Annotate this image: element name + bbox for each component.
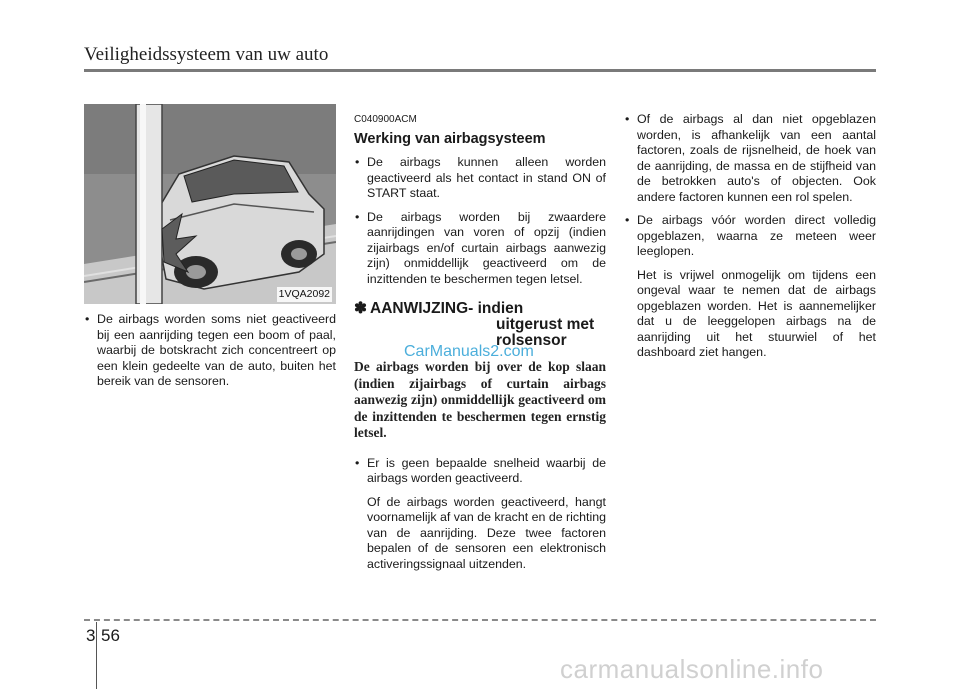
middle-paragraph-3: Of de airbags worden geactiveerd, hangt voornamelijk af van de kracht en de richting van de aanrijding. Deze twee factoren bepalen of de sensoren een elektronisch activeringssignaal uitzenden. [367,494,606,571]
page-section-number: 3 [86,626,96,645]
right-paragraph-2: Het is vrijwel onmogelijk om tijdens een ongeval waar te nemen dat de airbags opgeblazen worden. Het is aannemelijker dat u de leeggelopen airbags na de aanrijding uit het stuurwiel of het dashboard ziet hangen. [637,267,876,359]
site-watermark[interactable]: carmanualsonline.info [560,654,824,684]
header-rule [84,69,876,72]
middle-bullet-1: • De airbags kunnen alleen worden geactiveerd als het contact in stand ON of START staat. [354,155,606,202]
right-bullet-1: • Of de airbags al dan niet opgeblazen worden, is afhankelijk van een aantal factoren, zoals de rijsnelheid, de hoek van de aanrijding, de massa en de stijfheid van de betrokken auto's of objecten. Ook andere factoren kunnen een rol spelen. [624,112,876,205]
column-right [624,112,876,369]
note-heading-prefix: AANWIJZING- indien [370,300,524,317]
column-left [84,104,336,398]
page-header-title: Veiligheidssysteem van uw auto [84,44,329,65]
page-number: 56 [101,626,120,645]
note-body: De airbags worden bij over de kop slaan (indien zijairbags of curtain airbags aanwezig zijn) onmiddellijk geactiveerd om de inzittenden te beschermen tegen ernstig letsel. [354,359,606,440]
middle-bullet-3: • Er is geen bepaalde snelheid waarbij de airbags worden geactiveerd. [354,456,606,487]
note-heading [354,301,606,349]
middle-bullet-2: • De airbags worden bij zwaardere aanrijdingen van voren of opzij (indien zijairbags en/of curtain airbags aanwezig zijn) onmiddellijk geactiveerd om de inzittenden te beschermen tegen letsel. [354,210,606,288]
note-heading-text [370,301,596,349]
illustration-car-pole-crash [84,104,336,304]
note-star-icon: ✽ [354,300,367,317]
car-crash-drawing [84,104,336,304]
note-heading-suffix: uitgerust met rolsensor [496,316,595,349]
section-code: C040900ACM [354,114,417,125]
figure-code: 1VQA2092 [277,287,332,303]
footer-rule [84,619,876,621]
left-bullet-1: • De airbags worden soms niet geactiveerd bij een aanrijding tegen een boom of paal, waarbij de botskracht zich concentreert op een klein gedeelte van de auto, buiten het bereik van de sensoren. [84,312,336,390]
page-number-divider [96,622,97,689]
right-bullet-2: • De airbags vóór worden direct volledig opgeblazen, waarna ze meteen weer leeglopen. [624,213,876,260]
section-subheading: Werking van airbagsysteem [354,130,546,147]
watermark-carmanuals2[interactable]: CarManuals2.com [404,343,534,360]
